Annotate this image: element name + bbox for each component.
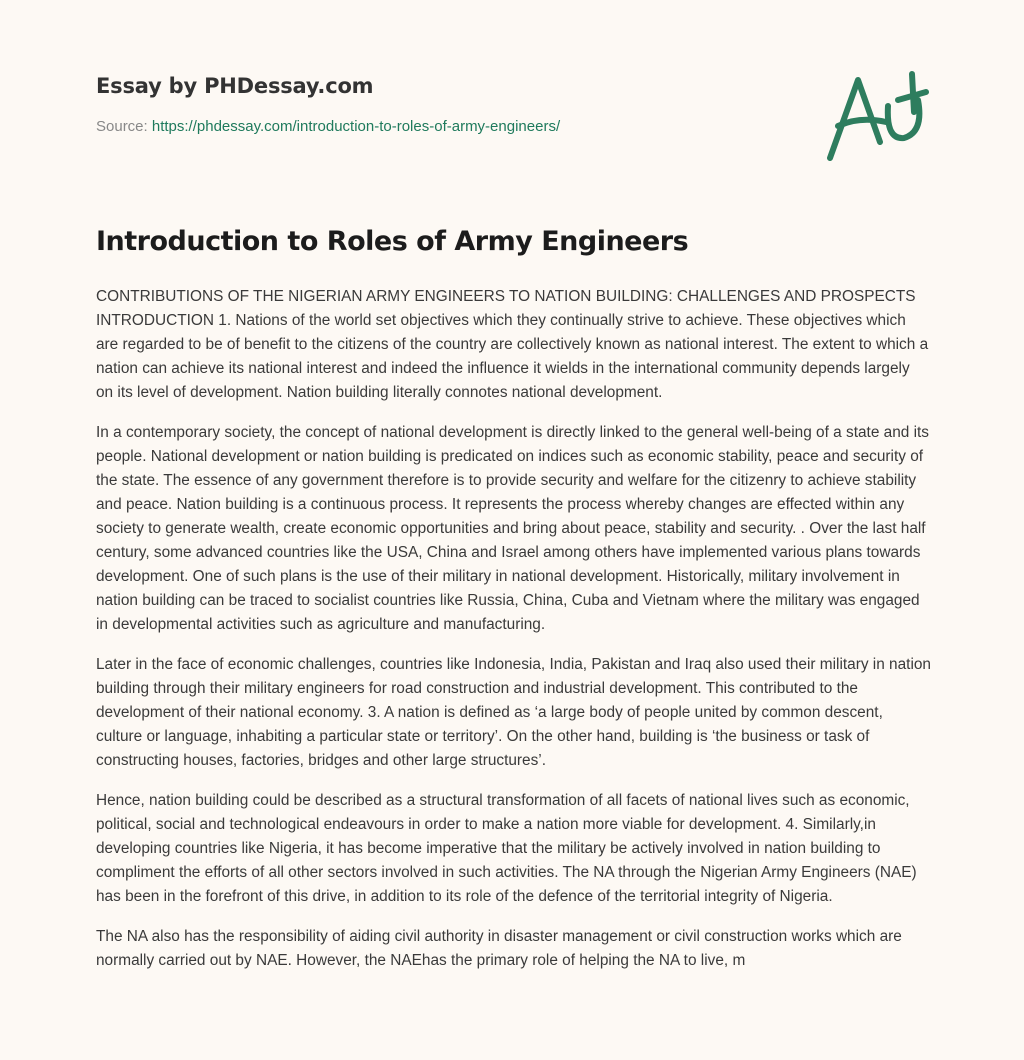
paragraph: In a contemporary society, the concept of national development is directly linked to the general well-being of a state and its people. National development or nation building is predicated on indices such as economic stability, peace and security of the state. The essence of any government therefore is to provide security and welfare for the citizenry to achieve stability and peace. Nation building is a continuous process. It represents the process whereby changes are effected within any society to generate wealth, create economic opportunities and bring about peace, stability and security. . Over the last half century, some advanced countries like the USA, China and Israel among others have implemented various plans towards development. One of such plans is the use of their military in national development. Historically, military involvement in nation building can be traced to socialist countries like Russia, China, Cuba and Vietnam where the military was engaged in developmental activities such as agriculture and manufacturing. [96,424,929,633]
source-line [96,118,936,135]
paragraph: Hence, nation building could be described as a structural transformation of all facets of national lives such as economic, political, social and technological endeavours in order to make a nation more viable for development. 4. Similarly,in developing countries like Nigeria, it has become imperative that the military be actively involved in nation building to compliment the efforts of all other sectors involved in such activities. The NA through the Nigerian Army Engineers (NAE) has been in the forefront of this drive, in addition to its role of the defence of the territorial integrity of Nigeria. [96,792,917,905]
a-plus-grade-icon [820,64,930,164]
paragraph: The NA also has the responsibility of aiding civil authority in disaster management or civil construction works which are normally carried out by NAE. However, the NAEhas the primary role of helping the NA to live, m [96,928,902,969]
article-title: Introduction to Roles of Army Engineers [96,226,689,257]
source-label: Source: [96,118,152,135]
source-link[interactable]: https://phdessay.com/introduction-to-roles-of-army-engineers/ [151,118,561,135]
page-header [96,74,936,135]
brand-title: Essay by PHDessay.com [96,74,374,98]
article-body [96,285,931,989]
paragraph: Later in the face of economic challenges, countries like Indonesia, India, Pakistan and Iraq also used their military in nation building through their military engineers for road construction and industrial development. This contributed to the development of their national economy. 3. A nation is defined as ‘a large body of people united by common descent, culture or language, inhabiting a particular state or territory’. On the other hand, building is ‘the business or task of constructing houses, factories, bridges and other large structures’. [96,656,931,769]
paragraph: CONTRIBUTIONS OF THE NIGERIAN ARMY ENGINEERS TO NATION BUILDING: CHALLENGES AND PROSPECTS INTRODUCTION 1. Nations of the world set objectives which they continually strive to achieve. These objectives which are regarded to be of benefit to the citizens of the country are collectively known as national interest. The extent to which a nation can achieve its national interest and indeed the influence it wields in the international community depends largely on its level of development. Nation building literally connotes national development. [96,288,929,401]
